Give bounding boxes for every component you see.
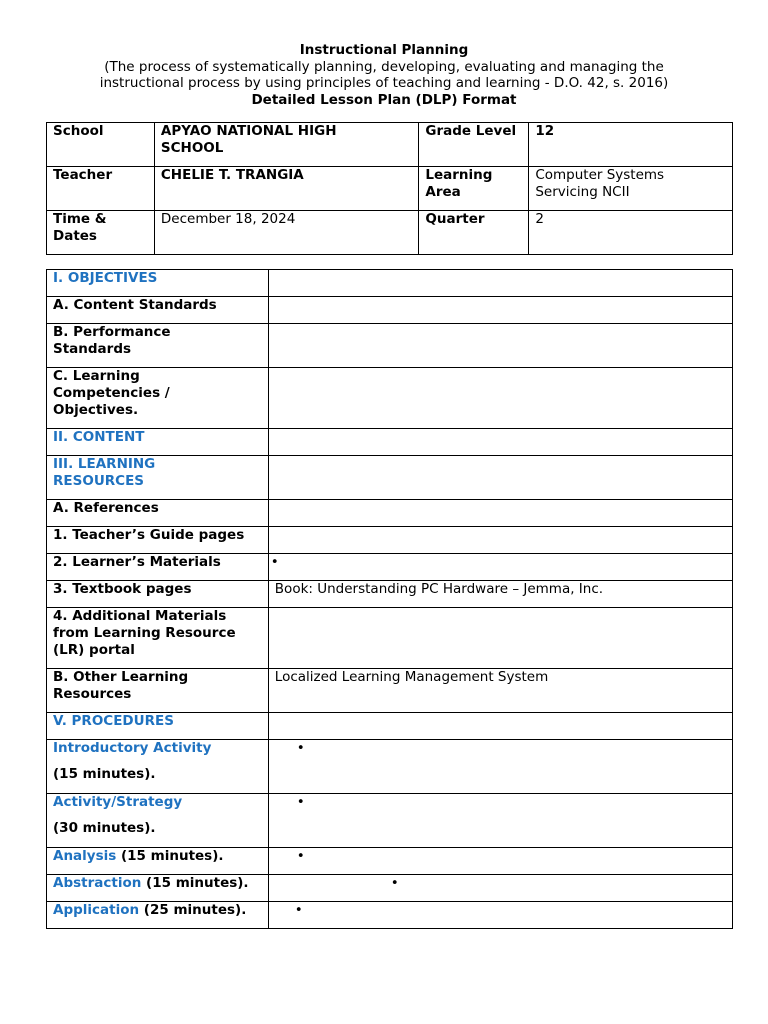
row-content	[47, 429, 733, 456]
teachers-guide-label: 1. Teacher’s Guide pages	[47, 527, 269, 554]
row-other-resources	[47, 669, 733, 713]
abstraction-label: Abstraction (15 minutes).	[47, 875, 269, 902]
row-performance-standards	[47, 324, 733, 368]
grade-label: Grade Level	[419, 123, 529, 167]
row-application	[47, 902, 733, 929]
procedures-heading: V. PROCEDURES	[47, 713, 269, 740]
bullet-abstraction: •	[390, 875, 399, 891]
school-label: School	[47, 123, 155, 167]
row-activity	[47, 794, 733, 848]
row-teachers-guide	[47, 527, 733, 554]
other-resources-value: Localized Learning Management System	[268, 669, 732, 713]
row-abstraction	[47, 875, 733, 902]
content-heading: II. CONTENT	[47, 429, 269, 456]
references-label: A. References	[47, 500, 269, 527]
activity-label: Activity/Strategy (30 minutes).	[47, 794, 269, 848]
school-value: APYAO NATIONAL HIGH SCHOOL	[154, 123, 419, 167]
activity-value	[268, 794, 732, 848]
introductory-label: Introductory Activity (15 minutes).	[47, 740, 269, 794]
doc-subtitle-line1: (The process of systematically planning, developing, evaluating and managing the	[104, 58, 664, 75]
info-row-school	[47, 123, 733, 167]
learning-resources-heading: III. LEARNING RESOURCES	[47, 456, 269, 500]
learners-materials-label: 2. Learner’s Materials	[47, 554, 269, 581]
row-additional-materials	[47, 608, 733, 669]
time-label: Time & Dates	[47, 211, 155, 255]
bullet-analysis: •	[296, 848, 305, 864]
bullet-intro: •	[296, 740, 305, 756]
doc-title: Instructional Planning	[299, 42, 469, 58]
abstraction-value	[268, 875, 732, 902]
lesson-plan-table	[46, 269, 733, 929]
row-procedures	[47, 713, 733, 740]
analysis-value	[268, 848, 732, 875]
doc-subtitle-line2: instructional process by using principles of teaching and learning - D.O. 42, s. 2016)	[99, 75, 669, 91]
grade-value: 12	[529, 123, 733, 167]
textbook-value: Book: Understanding PC Hardware – Jemma, Inc.	[268, 581, 732, 608]
other-resources-label: B. Other Learning Resources	[47, 669, 269, 713]
row-textbook	[47, 581, 733, 608]
analysis-label: Analysis (15 minutes).	[47, 848, 269, 875]
row-references	[47, 500, 733, 527]
application-value	[268, 902, 732, 929]
row-learners-materials	[47, 554, 733, 581]
info-row-teacher	[47, 167, 733, 211]
teacher-value: CHELIE T. TRANGIA	[154, 167, 419, 211]
textbook-label: 3. Textbook pages	[47, 581, 269, 608]
learners-materials-value	[268, 554, 732, 581]
info-row-time	[47, 211, 733, 255]
time-value: December 18, 2024	[154, 211, 419, 255]
performance-standards-label: B. Performance Standards	[47, 324, 269, 368]
introductory-value	[268, 740, 732, 794]
additional-materials-label: 4. Additional Materials from Learning Resource (LR) portal	[47, 608, 269, 669]
objectives-heading: I. OBJECTIVES	[47, 270, 269, 297]
doc-format: Detailed Lesson Plan (DLP) Format	[251, 91, 517, 108]
bullet-activity: •	[296, 794, 305, 810]
row-introductory	[47, 740, 733, 794]
row-competencies	[47, 368, 733, 429]
area-label: Learning Area	[419, 167, 529, 211]
row-analysis	[47, 848, 733, 875]
document-header	[0, 42, 768, 108]
teacher-label: Teacher	[47, 167, 155, 211]
application-label: Application (25 minutes).	[47, 902, 269, 929]
competencies-label: C. Learning Competencies / Objectives.	[47, 368, 269, 429]
row-learning-resources	[47, 456, 733, 500]
info-table	[46, 122, 733, 255]
bullet-learners: •	[270, 554, 279, 570]
quarter-value: 2	[529, 211, 733, 255]
row-content-standards	[47, 297, 733, 324]
bullet-application: •	[294, 902, 303, 918]
area-value: Computer Systems Servicing NCII	[529, 167, 733, 211]
content-standards-label: A. Content Standards	[47, 297, 269, 324]
row-objectives	[47, 270, 733, 297]
quarter-label: Quarter	[419, 211, 529, 255]
